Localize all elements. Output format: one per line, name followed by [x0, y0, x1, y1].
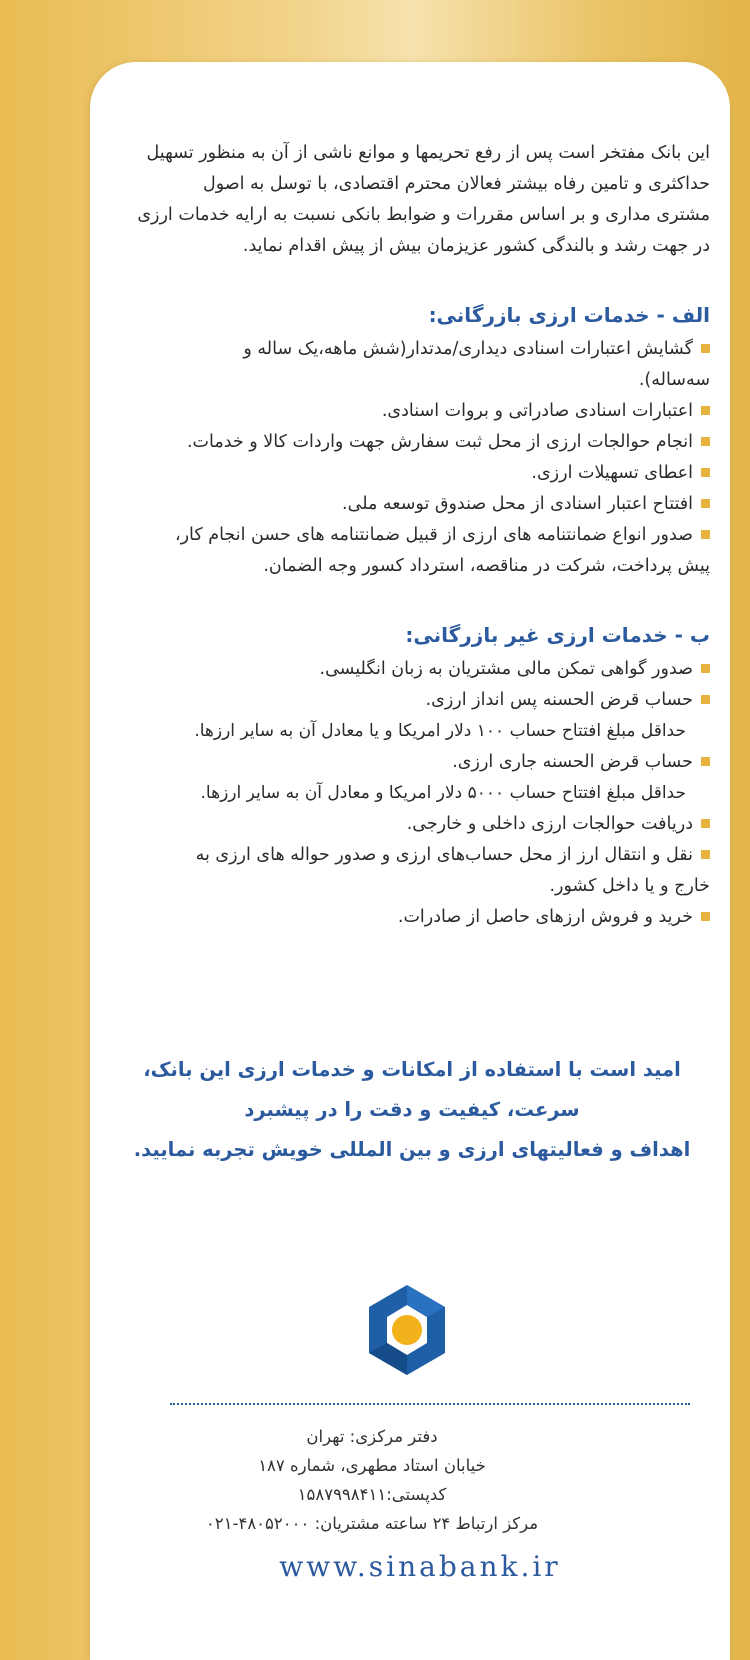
item-note: حداقل مبلغ افتتاح حساب ۱۰۰ دلار امریکا و یا معادل آن به سایر ارزها.	[194, 721, 686, 741]
list-item	[112, 520, 710, 582]
item-text: حساب قرض الحسنه جاری ارزی.	[452, 752, 693, 772]
list-item	[112, 458, 710, 489]
item-text-continued: خارج و یا داخل کشور.	[549, 876, 710, 896]
list-item	[112, 809, 710, 840]
item-text: نقل و انتقال ارز از محل حساب‌های ارزی و صدور حواله های ارزی به	[195, 845, 693, 865]
intro-line: در جهت رشد و بالندگی کشور عزیزمان بیش از پیش اقدام نماید.	[242, 236, 710, 256]
intro-line: این بانک مفتخر است پس از رفع تحریمها و موانع ناشی از آن به منظور تسهیل	[146, 143, 710, 163]
dotted-divider	[170, 1403, 690, 1405]
item-text-continued: سه‌ساله).	[638, 370, 710, 390]
list-item	[112, 902, 710, 933]
street-address: خیابان استاد مطهری، شماره ۱۸۷	[258, 1456, 486, 1475]
sina-bank-logo-icon	[365, 1283, 449, 1377]
list-item	[112, 396, 710, 427]
postal-code: کدپستی:۱۵۸۷۹۹۸۴۱۱	[297, 1485, 447, 1504]
square-bullet-icon	[701, 437, 710, 446]
list-item	[112, 427, 710, 458]
item-text: گشایش اعتبارات اسنادی دیداری/مدتدار(شش ماهه،یک ساله و	[243, 339, 693, 359]
square-bullet-icon	[701, 912, 710, 921]
square-bullet-icon	[701, 757, 710, 766]
closing-line: اهداف و فعالیتهای ارزی و بین المللی خویش تجربه نمایید.	[133, 1138, 691, 1161]
call-center: مرکز ارتباط ۲۴ ساعته مشتریان: ۴۸۰۵۲۰۰۰-۰۲۱	[205, 1514, 539, 1533]
intro-paragraph	[112, 138, 710, 262]
closing-line: امید است با استفاده از امکانات و خدمات ارزی این بانک،	[143, 1058, 681, 1081]
item-text: صدور انواع ضمانتنامه های ارزی از قبیل ضمانتنامه های حسن انجام کار،	[174, 525, 693, 545]
square-bullet-icon	[701, 850, 710, 859]
square-bullet-icon	[701, 695, 710, 704]
item-text: حساب قرض الحسنه پس انداز ارزی.	[425, 690, 693, 710]
list-item	[112, 654, 710, 685]
website-link[interactable]: www.sinabank.ir	[279, 1550, 561, 1583]
closing-line: سرعت، کیفیت و دقت را در پیشبرد	[244, 1098, 580, 1121]
square-bullet-icon	[701, 344, 710, 353]
list-item	[112, 747, 710, 809]
square-bullet-icon	[701, 819, 710, 828]
intro-line: حداکثری و تامین رفاه بیشتر فعالان محترم اقتصادی، با توسل به اصول	[203, 174, 710, 194]
square-bullet-icon	[701, 499, 710, 508]
section-non-commercial-services	[112, 620, 710, 933]
square-bullet-icon	[701, 530, 710, 539]
square-bullet-icon	[701, 664, 710, 673]
list-item	[112, 334, 710, 396]
item-text: اعطای تسهیلات ارزی.	[531, 463, 693, 483]
item-text: انجام حوالجات ارزی از محل ثبت سفارش جهت واردات کالا و خدمات.	[186, 432, 693, 452]
item-text: صدور گواهی تمکن مالی مشتریان به زبان انگلیسی.	[319, 659, 693, 679]
square-bullet-icon	[701, 406, 710, 415]
closing-message	[112, 1050, 712, 1170]
item-text: خرید و فروش ارزهای حاصل از صادرات.	[397, 907, 693, 927]
list-item	[112, 685, 710, 747]
item-text: دریافت حوالجات ارزی داخلی و خارجی.	[406, 814, 693, 834]
section-title: ب - خدمات ارزی غیر بازرگانی:	[405, 623, 710, 647]
intro-line: مشتری مداری و بر اساس مقررات و ضوابط بانکی نسبت به ارایه خدمات ارزی	[137, 205, 710, 225]
office-city: دفتر مرکزی: تهران	[306, 1427, 438, 1446]
main-content	[112, 138, 710, 933]
item-text: اعتبارات اسنادی صادراتی و بروات اسنادی.	[381, 401, 693, 421]
square-bullet-icon	[701, 468, 710, 477]
item-text-continued: پیش پرداخت، شرکت در مناقصه، استرداد کسور وجه الضمان.	[263, 556, 710, 576]
item-note: حداقل مبلغ افتتاح حساب ۵۰۰۰ دلار امریکا و معادل آن به سایر ارزها.	[200, 783, 686, 803]
address-block	[112, 1422, 632, 1538]
section-commercial-services	[112, 300, 710, 582]
list-item	[112, 840, 710, 902]
item-text: افتتاح اعتبار اسنادی از محل صندوق توسعه ملی.	[342, 494, 693, 514]
logo-circle	[392, 1315, 422, 1345]
list-item	[112, 489, 710, 520]
section-title: الف - خدمات ارزی بازرگانی:	[428, 303, 710, 327]
